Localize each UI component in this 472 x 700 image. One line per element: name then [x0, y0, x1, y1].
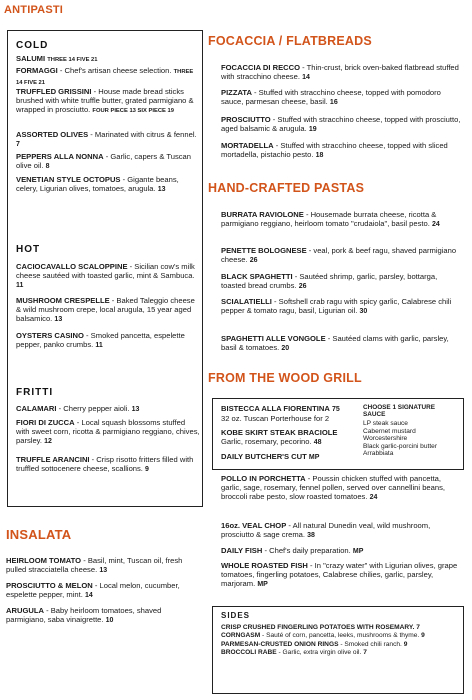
grill-item-whole-roasted-fish: WHOLE ROASTED FISH - In "crazy water" with Ligurian olives, grape tomatoes, fingerling potatoes, Calabrese chilies, garlic, parsley, marjoram. MP: [221, 561, 458, 588]
insalata-item-prosciutto-melon: PROSCIUTTO & MELON - Local melon, cucumber, espelette pepper, mint. 14: [6, 581, 180, 599]
sauce-option: Black garlic-porcini butter: [363, 442, 438, 450]
sauce-option: Cabernet mustard: [363, 427, 416, 435]
pastas-heading: HAND-CRAFTED PASTAS: [208, 181, 365, 195]
signature-sauce: [363, 404, 459, 458]
insalata-heading: INSALATA: [6, 527, 72, 542]
cold-item-salumi: SALUMI THREE 14 FIVE 21: [16, 54, 98, 63]
focaccia-item-mortadella: MORTADELLA - Stuffed with stracchino cheese, topped with sliced mortadella, pistachio pesto. 18: [221, 141, 448, 159]
hot-item-oysters-casino: OYSTERS CASINO - Smoked pancetta, espelette pepper, panko crumbs. 11: [16, 331, 185, 349]
focaccia-item-recco: FOCACCIA DI RECCO - Thin-crust, brick oven-baked flatbread stuffed with stracchino cheese. 14: [221, 63, 459, 81]
side-item-corngasm: CORNGASM - Sauté of corn, pancetta, leeks, mushrooms & thyme. 9: [221, 632, 425, 640]
focaccia-item-prosciutto: PROSCIUTTO - Stuffed with stracchino cheese, topped with prosciutto, aged balsamic & arugula. 19: [221, 115, 461, 133]
grill-item-veal-chop: 16oz. VEAL CHOP - All natural Dunedin veal, wild mushroom, prosciutto & sage crema. 38: [221, 521, 431, 539]
cold-item-assorted-olives: ASSORTED OLIVES - Marinated with citrus & fennel. 7: [16, 130, 197, 148]
grill-boxed-bistecca: BISTECCA ALLA FIORENTINA 75 32 oz. Tuscan Porterhouse for 2: [221, 404, 340, 423]
sides-heading: SIDES: [221, 611, 251, 620]
focaccia-heading: FOCACCIA / FLATBREADS: [208, 34, 372, 48]
side-item-fingerling: CRISP CRUSHED FINGERLING POTATOES WITH ROSEMARY. 7: [221, 624, 420, 631]
cold-heading: COLD: [16, 40, 49, 51]
fritti-heading: FRITTI: [16, 387, 54, 398]
sauce-title: CHOOSE 1 SIGNATURE SAUCE: [363, 404, 435, 418]
pasta-item-scialatielli: SCIALATIELLI - Softshell crab ragu with spicy garlic, Calabrese chili pepper & tomato ragu, basil, Ligurian oil. 30: [221, 297, 452, 315]
sauce-option: Worcestershire: [363, 435, 408, 443]
hot-heading: HOT: [16, 244, 41, 255]
cold-item-formaggi: FORMAGGI - Chef's artisan cheese selection. THREE 14 FIVE 21: [16, 66, 194, 86]
focaccia-item-pizzata: PIZZATA - Stuffed with stracchino cheese, topped with pomodoro sauce, parmesan cheese, basil. 16: [221, 88, 441, 106]
sauce-list: [363, 420, 459, 458]
sauce-option: Arrabbiata: [363, 450, 394, 458]
fritti-item-fiori-di-zucca: FIORI DI ZUCCA - Local squash blossoms stuffed with sweet corn, ricotta & parmigiano reggiano, chives, parsley. 12: [16, 418, 200, 445]
fritti-item-calamari: CALAMARI - Cherry pepper aioli. 13: [16, 404, 140, 413]
grill-heading: FROM THE WOOD GRILL: [208, 371, 362, 385]
sides-list: [221, 624, 457, 658]
cold-item-peppers-alla-nonna: PEPPERS ALLA NONNA - Garlic, capers & Tuscan olive oil. 8: [16, 152, 191, 170]
insalata-item-heirloom-tomato: HEIRLOOM TOMATO - Basil, mint, Tuscan oil, fresh pulled stracciatella cheese. 13: [6, 556, 183, 574]
grill-item-daily-fish: DAILY FISH - Chef's daily preparation. MP: [221, 546, 364, 555]
cold-item-venetian-octopus: VENETIAN STYLE OCTOPUS - Gigante beans, celery, Ligurian olives, tomatoes, arugula. 13: [16, 175, 179, 193]
hot-item-caciocavallo: CACIOCAVALLO SCALOPPINE - Sicilian cow's milk cheese sautéed with toasted garlic, mint & Sambuca. 11: [16, 262, 195, 289]
pasta-item-burrata-raviolone: BURRATA RAVIOLONE - Housemade burrata cheese, ricotta & parmigiano reggiano, heirloom tomato "crudaiola", basil pesto. 24: [221, 210, 440, 228]
side-item-broccoli-rabe: BROCCOLI RABE - Garlic, extra virgin olive oil. 7: [221, 649, 367, 657]
cold-item-truffled-grissini: TRUFFLED GRISSINI - House made bread sticks brushed with white truffle butter, grated parmigiano & wrapped in prosciutto. FOUR PIECE 13 SIX PIECE 19: [16, 87, 194, 114]
grill-item-pollo-porchetta: POLLO IN PORCHETTA - Poussin chicken stuffed with pancetta, garlic, sage, rosemary, fennel pollen, served over cannellini beans, broccoli rabe pesto, slow roasted tomatoes. 24: [221, 474, 445, 501]
pasta-item-spaghetti-vongole: SPAGHETTI ALLE VONGOLE - Sautéed clams with garlic, parsley, basil & tomatoes. 20: [221, 334, 449, 352]
antipasti-heading: ANTIPASTI: [4, 4, 64, 16]
hot-item-mushroom-crespelle: MUSHROOM CRESPELLE - Baked Taleggio cheese & wild mushroom crepe, local arugula, 15 year aged balsamico. 13: [16, 296, 195, 323]
grill-boxed-kobe: KOBE SKIRT STEAK BRACIOLE Garlic, rosemary, pecorino. 48: [221, 428, 338, 446]
grill-boxed-butcher-cut: DAILY BUTCHER'S CUT MP: [221, 452, 320, 461]
fritti-item-truffle-arancini: TRUFFLE ARANCINI - Crisp risotto fritters filled with truffled sottocenere cheese, scallions. 9: [16, 455, 194, 473]
pasta-item-black-spaghetti: BLACK SPAGHETTI - Sautéed shrimp, garlic, parsley, bottarga, toasted bread crumbs. 26: [221, 272, 438, 290]
pasta-item-penette-bolognese: PENETTE BOLOGNESE - veal, pork & beef ragu, shaved parmigiano cheese. 26: [221, 246, 457, 264]
side-item-onion-rings: PARMESAN-CRUSTED ONION RINGS - Smoked chili ranch. 9: [221, 640, 408, 648]
insalata-item-arugula: ARUGULA - Baby heirloom tomatoes, shaved parmigiano, saba vinaigrette. 10: [6, 606, 162, 624]
sauce-option: LP steak sauce: [363, 420, 408, 427]
